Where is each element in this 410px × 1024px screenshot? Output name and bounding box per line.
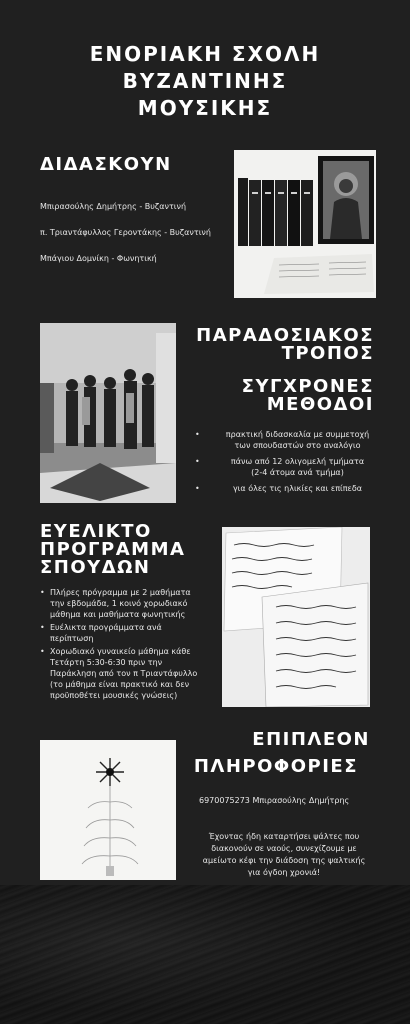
method-item: • για όλες τις ηλικίες και επίπεδα (225, 483, 370, 494)
books-icon-photo (234, 150, 376, 298)
program-heading-line-2: ΠΡΟΓΡΑΜΜΑ (40, 539, 186, 560)
method-list (225, 429, 370, 496)
teacher-2: π. Τριαντάφυλλος Γεροντάκης - Βυζαντινή (40, 228, 211, 237)
poster-title-line-1: ΕΝΟΡΙΑΚΗ ΣΧΟΛΗ (89, 42, 321, 66)
sand-background (0, 885, 410, 1024)
method-heading-line-2: ΤΡΟΠΟΣ (281, 343, 374, 364)
poster-title-line-2: ΒΥΖΑΝΤΙΝΗΣ (122, 69, 288, 93)
program-item: • Ευέλικτα προγράμματα ανά περίπτωση (40, 622, 200, 644)
info-heading-line-1: ΕΠΙΠΛΕΟΝ (252, 729, 370, 750)
modern-heading-line-2: ΜΕΘΟΔΟΙ (266, 394, 374, 415)
manuscript-photo (222, 527, 370, 707)
tree-chart-photo (40, 740, 176, 880)
program-heading-line-3: ΣΠΟΥΔΩΝ (40, 557, 151, 578)
program-list (40, 587, 200, 703)
method-item: • πάνω από 12 ολιγομελή τμήματα (2-4 άτομα ανά τμήμα) (225, 456, 370, 478)
contact-phone: 6970075273 Μπιρασούλης Δημήτρης (199, 796, 350, 805)
modern-heading-line-1: ΣΥΓΧΡΟΝΕΣ (241, 376, 374, 397)
teacher-1: Μπιρασούλης Δημήτρης - Βυζαντινή (40, 202, 187, 211)
poster-title-line-3: ΜΟΥΣΙΚΗΣ (137, 96, 273, 120)
method-item: • πρακτική διδασκαλία με συμμετοχή των σπουδαστών στο αναλόγιο (225, 429, 370, 451)
info-heading-line-2: ΠΛΗΡΟΦΟΡΙΕΣ (193, 756, 358, 777)
students-photo (40, 323, 176, 503)
teacher-3: Μπάγιου Δομνίκη - Φωνητική (40, 254, 157, 263)
teachers-heading: ΔΙΔΑΣΚΟΥΝ (40, 154, 172, 175)
program-item: • Πλήρες πρόγραμμα με 2 μαθήματα την εβδομάδα, 1 κοινό χορωδιακό μάθημα και μαθήματα φωνητικής (40, 587, 200, 620)
closing-text: Έχοντας ήδη καταρτήσει ψάλτες που διακονούν σε ναούς, συνεχίζουμε με αμείωτο κέφι την διάδοση της ψαλτικής για όγδοη χρονιά! (202, 832, 366, 877)
program-heading-line-1: ΕΥΕΛΙΚΤΟ (40, 521, 152, 542)
program-item: • Χορωδιακό γυναικείο μάθημα κάθε Τετάρτη 5:30-6:30 πριν την Παράκληση από τον π Τριαντάφυλλο (το μάθημα είναι πρακτικό και δεν προϋποθέτει μουσικές γνώσεις) (40, 646, 200, 701)
method-heading-line-1: ΠΑΡΑΔΟΣΙΑΚΟΣ (196, 325, 374, 346)
